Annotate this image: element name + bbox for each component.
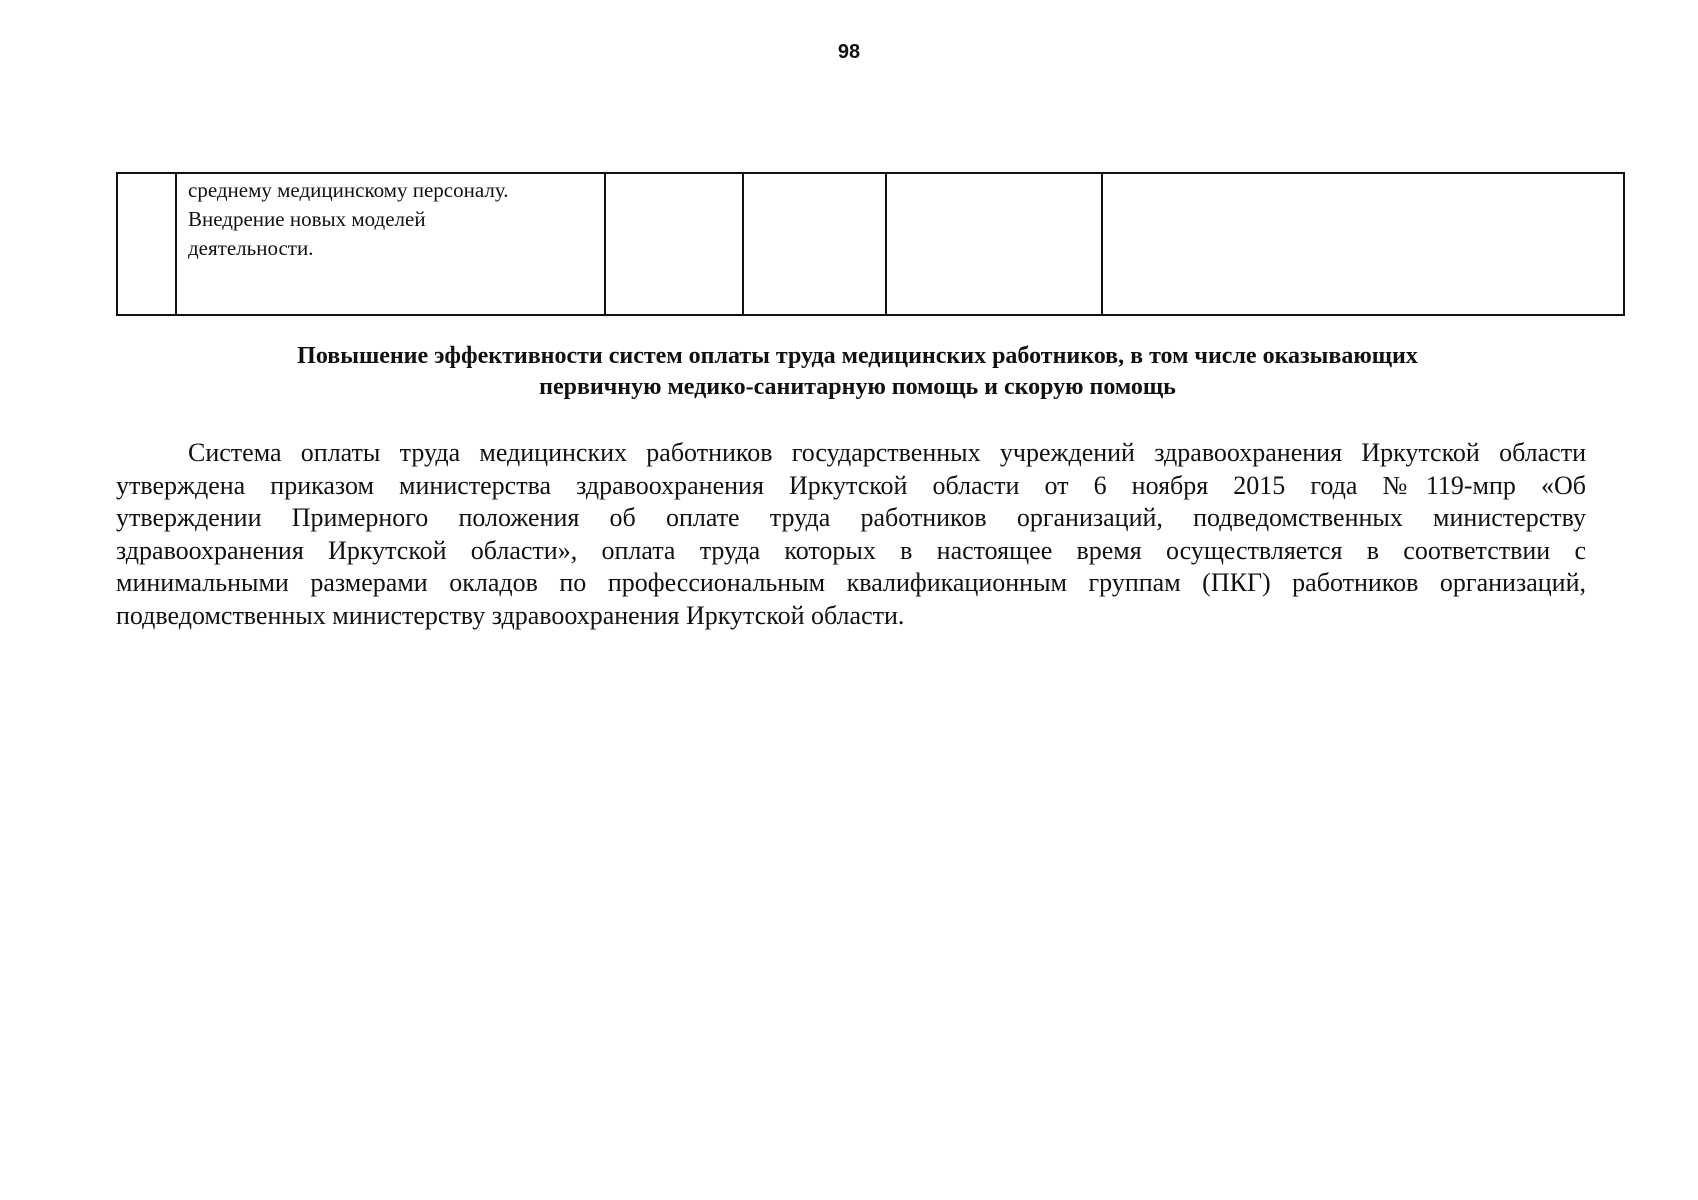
paragraph-line: здравоохранения Иркутской области», оплата труда которых в настоящее время осуществляется в соответствии с — [116, 535, 1586, 565]
heading-line: первичную медико-санитарную помощь и скорую помощь — [539, 374, 1176, 400]
table-cell-empty — [605, 173, 743, 315]
table-cell-empty — [743, 173, 886, 315]
section-heading — [116, 341, 1599, 403]
table-cell-description — [176, 173, 605, 315]
paragraph-line: Система оплаты труда медицинских работников государственных учреждений здравоохранения Иркутской области — [188, 438, 1586, 467]
table-cell-number — [117, 173, 176, 315]
page-number: 98 — [837, 41, 861, 63]
body-paragraph — [116, 437, 1586, 632]
table-row — [117, 173, 1624, 315]
table-cell-empty — [1102, 173, 1624, 315]
paragraph-line: утверждена приказом министерства здравоохранения Иркутской области от 6 ноября 2015 года №119-мпр «Об — [116, 470, 1586, 500]
cell-text-line: деятельности. — [188, 236, 314, 260]
heading-line: Повышение эффективности систем оплаты труда медицинских работников, в том числе оказывающих — [297, 343, 1418, 369]
paragraph-line: утверждении Примерного положения об оплате труда работников организаций, подведомственных министерству — [116, 503, 1586, 532]
paragraph-line: подведомственных министерству здравоохранения Иркутской области. — [116, 600, 905, 630]
table-continuation — [116, 172, 1625, 316]
cell-text-line: среднему медицинскому персоналу. — [188, 178, 509, 202]
cell-text-line: Внедрение новых моделей — [188, 207, 426, 231]
paragraph-line: минимальными размерами окладов по профессиональным квалификационным группам (ПКГ) работников организаций, — [116, 568, 1586, 597]
table-cell-empty — [886, 173, 1102, 315]
